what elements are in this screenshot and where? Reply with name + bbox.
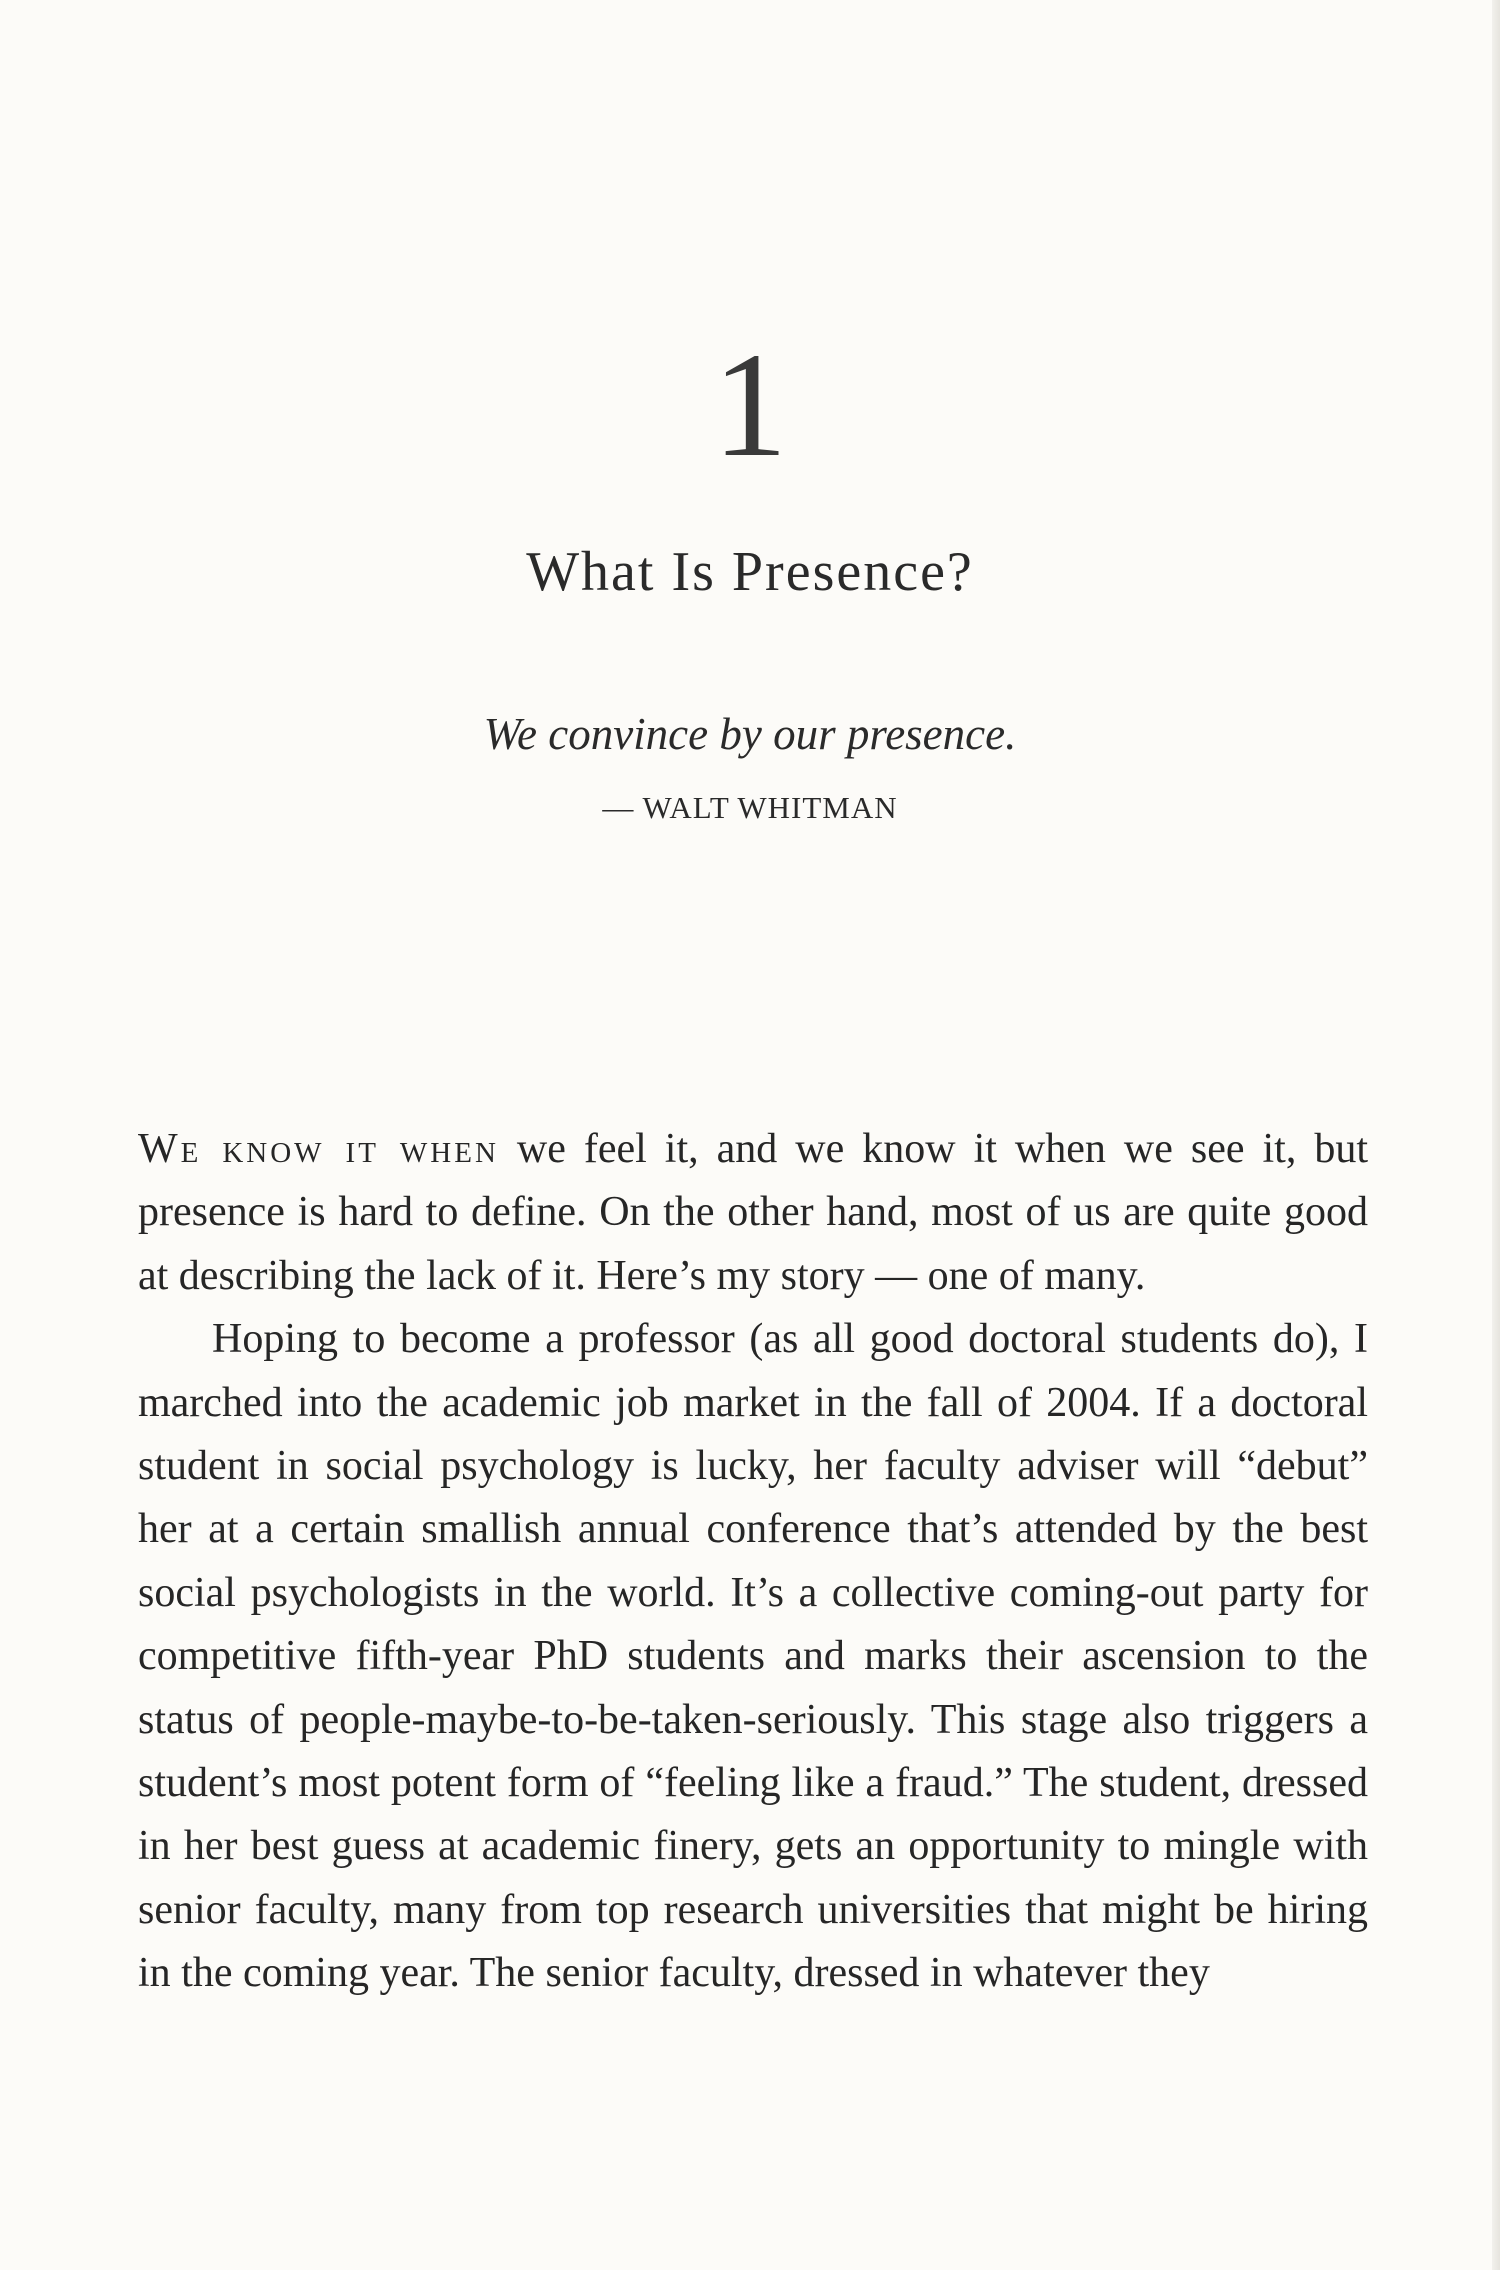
chapter-title: What Is Presence? bbox=[526, 541, 974, 603]
paragraph-1-text: we feel it, and we know it when we see it, but presence is hard to define. On the other hand, most of us are quite good at describing the lack of it. Here’s my story — one of many. bbox=[138, 1126, 1368, 1299]
paragraph-2: Hoping to become a professor (as all good doctoral students do), I marched into the academic job market in the fall of 2004. If a doctoral student in social psychology is lucky, her faculty adviser will “debut” her at a certain smallish annual conference that’s attended by the best social psychologists in the world. It’s a collective coming-out party for competitive fifth-year PhD students and marks their ascension to the status of people-maybe-to-be-taken-seriously. This stage also triggers a student’s most potent form of “feeling like a fraud.” The student, dressed in her best guess at academic finery, gets an opportunity to mingle with senior faculty, many from top research universities that might be hiring in the coming year. The senior faculty, dressed in whatever they bbox=[138, 1316, 1368, 1997]
epigraph-quote: We convince by our presence. bbox=[483, 709, 1017, 759]
lead-in-small-caps: We know it when bbox=[138, 1126, 499, 1172]
epigraph-attribution: — WALT WHITMAN bbox=[602, 790, 898, 825]
body-text bbox=[138, 1118, 1368, 2006]
paragraph-1 bbox=[138, 1118, 1368, 1308]
chapter-number: 1 bbox=[712, 322, 788, 488]
